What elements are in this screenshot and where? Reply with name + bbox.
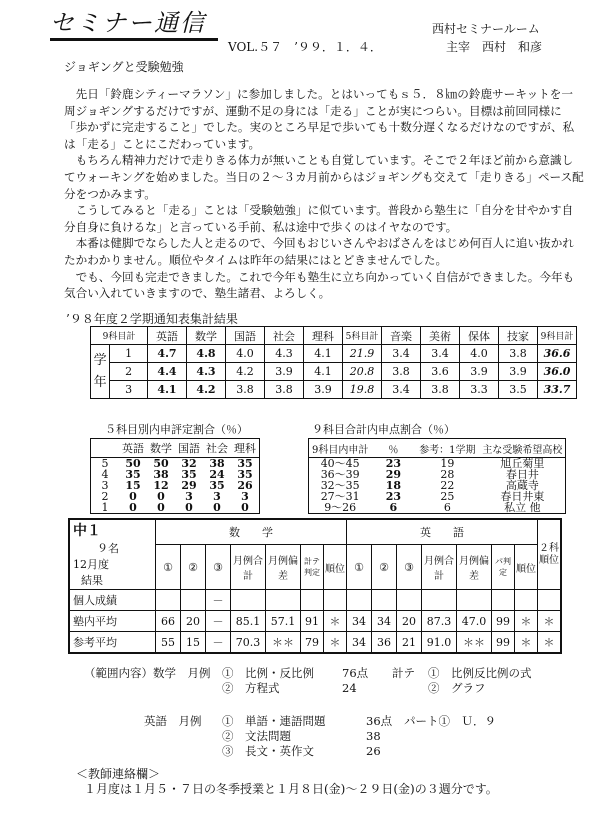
column-header: ② bbox=[181, 545, 206, 590]
table-cell: 21 bbox=[397, 632, 422, 654]
column-header: ① bbox=[347, 545, 372, 590]
table-cell: 70.3 bbox=[231, 632, 266, 654]
table-cell: 85.1 bbox=[231, 611, 266, 632]
table-row bbox=[91, 469, 260, 480]
table-cell: 35 bbox=[237, 468, 253, 481]
column-header: 主な受験希望高校 bbox=[479, 439, 566, 458]
table-cell bbox=[538, 590, 562, 611]
subject-distribution-table bbox=[90, 438, 260, 514]
table-cell: 50 bbox=[153, 457, 169, 470]
english-header: 英 語 bbox=[347, 519, 538, 545]
math-range-item: ② 方程式 bbox=[222, 681, 280, 695]
table-cell: 34 bbox=[347, 611, 372, 632]
table-cell bbox=[347, 590, 372, 611]
report-title: ’９８年度２学期通知表集計結果 bbox=[66, 312, 238, 326]
class-name: 中１ bbox=[73, 523, 101, 539]
table-cell: 4.2 bbox=[187, 381, 226, 399]
table-row bbox=[91, 502, 260, 514]
table-cell: 3.6 bbox=[421, 363, 460, 381]
table-row bbox=[91, 345, 577, 363]
table-cell: 22 bbox=[440, 479, 455, 492]
table-cell: 21.9 bbox=[343, 345, 382, 363]
column-header: 参考：1学期 bbox=[415, 439, 479, 458]
results-label-cell bbox=[69, 519, 156, 590]
teacher-notice-label: ＜教師連絡欄＞ bbox=[76, 767, 161, 781]
grade-row-label: 学 年 bbox=[91, 345, 110, 399]
table-cell: 春日井東 bbox=[500, 490, 545, 503]
table-cell: 28 bbox=[440, 468, 455, 481]
table-cell: 4.0 bbox=[226, 345, 265, 363]
test-results-table bbox=[68, 518, 562, 654]
table-cell bbox=[492, 590, 515, 611]
table-cell: 20 bbox=[181, 611, 206, 632]
table-cell: 99 bbox=[492, 611, 515, 632]
table-cell: 3.9 bbox=[460, 363, 499, 381]
table-cell: 15 bbox=[125, 479, 141, 492]
english-range-score: 26 bbox=[366, 744, 381, 758]
table-cell: ＊＊ bbox=[266, 632, 301, 654]
two-subject-rank-header: ２科順位 bbox=[538, 519, 562, 590]
grade-number: 3 bbox=[110, 381, 148, 399]
table-row bbox=[91, 381, 577, 399]
column-header: 英語 bbox=[119, 439, 147, 458]
table-cell: 19 bbox=[440, 457, 455, 470]
table-cell: 3.5 bbox=[499, 381, 538, 399]
table-header-row bbox=[309, 439, 566, 458]
table-cell: 32 bbox=[181, 457, 197, 470]
table-cell: 4.1 bbox=[304, 363, 343, 381]
volume-date: VOL.５７ ’９９．１．４． bbox=[228, 40, 382, 54]
column-header: 社会 bbox=[265, 327, 304, 345]
table-cell bbox=[324, 590, 347, 611]
table-cell: ＊ bbox=[538, 611, 562, 632]
math-header: 数 学 bbox=[156, 519, 347, 545]
table-cell: 3 bbox=[101, 479, 109, 492]
table-row bbox=[91, 480, 260, 491]
table-cell: 4.1 bbox=[148, 381, 187, 399]
table-cell bbox=[231, 590, 266, 611]
table-cell: 3.3 bbox=[460, 381, 499, 399]
table-cell: 高蔵寺 bbox=[505, 479, 539, 492]
results-label: 結果 bbox=[81, 574, 103, 587]
column-header: ③ bbox=[206, 545, 231, 590]
table-row bbox=[69, 632, 561, 654]
english-range-score: 38 bbox=[366, 729, 381, 743]
column-header bbox=[91, 439, 120, 458]
table-cell: 4.3 bbox=[187, 363, 226, 381]
table-cell: 20.8 bbox=[343, 363, 382, 381]
table-cell: 0 bbox=[241, 501, 249, 514]
table-cell: 18 bbox=[385, 479, 402, 492]
table-cell: 4 bbox=[101, 468, 109, 481]
column-header: 数学 bbox=[147, 439, 175, 458]
table-cell: 38 bbox=[209, 457, 225, 470]
column-header: 月例合計 bbox=[231, 545, 266, 590]
table-cell: 4.4 bbox=[148, 363, 187, 381]
table-cell: － bbox=[206, 611, 231, 632]
table-cell: 36.0 bbox=[538, 363, 577, 381]
math-test-item: ② グラフ bbox=[428, 681, 486, 695]
results-period: 12月度 bbox=[73, 558, 109, 571]
english-part-range: パート① Ｕ．９ bbox=[404, 714, 496, 728]
total-distribution-table bbox=[308, 438, 566, 514]
math-test-label: 計テ bbox=[392, 666, 415, 680]
table-cell bbox=[156, 590, 181, 611]
table-cell: 3.8 bbox=[421, 381, 460, 399]
total-distribution-title: ９科目合計内申点割合（％） bbox=[312, 423, 455, 436]
table-cell: ＊ bbox=[515, 611, 538, 632]
table-cell: 33.7 bbox=[538, 381, 577, 399]
row-label: 個人成績 bbox=[69, 590, 156, 611]
table-cell: 36 bbox=[372, 632, 397, 654]
column-header: 9科目計 bbox=[91, 327, 148, 345]
table-cell: 57.1 bbox=[266, 611, 301, 632]
column-header: 月例偏差 bbox=[266, 545, 301, 590]
column-header: 美術 bbox=[421, 327, 460, 345]
column-header: 理科 bbox=[231, 439, 260, 458]
english-range-item: ③ 長文・英作文 bbox=[222, 744, 314, 758]
table-cell: 23 bbox=[385, 490, 402, 503]
table-cell: 91.0 bbox=[422, 632, 457, 654]
table-header-row bbox=[69, 519, 561, 545]
table-cell: 0 bbox=[185, 501, 193, 514]
column-header: ① bbox=[156, 545, 181, 590]
math-range-score: 76点 bbox=[342, 666, 369, 680]
article-subtitle: ジョギングと受験勉強 bbox=[64, 60, 184, 74]
table-cell: 0 bbox=[157, 490, 165, 503]
table-cell: 23 bbox=[385, 457, 402, 470]
article-paragraph: 先日「鈴鹿シティーマラソン」に参加しました。とはいってもｓ５．８㎞の鈴鹿サーキットを一周ジョギングするだけですが、運動不足の身には「走る」ことが実につらい。目標は前回同様に「歩かずに完走すること」でした。実のところ早足で歩いても十数分遅くなるだけなのですが、私は「走る」ことにこだわっています。 bbox=[64, 87, 575, 151]
table-cell: 4.0 bbox=[460, 345, 499, 363]
article-paragraph: でも、今回も完走できました。これで今年も塾生に立ち向かっていく自信ができました。今年も気合い入れていきますので、塾生諸君、よろしく。 bbox=[64, 269, 575, 301]
table-cell: － bbox=[206, 590, 231, 611]
table-cell: 4.3 bbox=[265, 345, 304, 363]
grade-average-table bbox=[90, 326, 577, 399]
table-cell: 79 bbox=[301, 632, 324, 654]
table-cell: ＊＊ bbox=[457, 632, 492, 654]
math-range-score: 24 bbox=[342, 681, 357, 695]
table-cell: 87.3 bbox=[422, 611, 457, 632]
table-header-row bbox=[91, 327, 577, 345]
ranges-heading: （範囲内容）数学 月例 bbox=[84, 666, 211, 680]
table-cell bbox=[181, 590, 206, 611]
table-cell: 0 bbox=[129, 501, 137, 514]
table-cell bbox=[372, 590, 397, 611]
table-cell: 36～39 bbox=[320, 468, 360, 481]
table-cell: 春日井 bbox=[505, 468, 539, 481]
table-cell: 40～45 bbox=[320, 457, 360, 470]
row-label: 塾内平均 bbox=[69, 611, 156, 632]
table-cell bbox=[397, 590, 422, 611]
table-cell: 3.4 bbox=[421, 345, 460, 363]
english-range-heading: 英語 月例 bbox=[144, 714, 202, 728]
column-header: 技家 bbox=[499, 327, 538, 345]
column-header: 9科目内申計 bbox=[309, 439, 372, 458]
table-cell: 4.1 bbox=[304, 345, 343, 363]
table-cell: 29 bbox=[181, 479, 197, 492]
table-cell: 4.7 bbox=[148, 345, 187, 363]
table-cell bbox=[515, 590, 538, 611]
table-cell: 3.4 bbox=[382, 381, 421, 399]
table-cell: 32～35 bbox=[320, 479, 360, 492]
table-cell: 35 bbox=[209, 479, 225, 492]
table-cell: ＊ bbox=[324, 611, 347, 632]
table-cell: 26 bbox=[237, 479, 253, 492]
column-header: 国語 bbox=[226, 327, 265, 345]
table-cell: 2 bbox=[101, 490, 109, 503]
column-header: 順位 bbox=[515, 545, 538, 590]
table-cell: 3.4 bbox=[382, 345, 421, 363]
table-cell: ＊ bbox=[515, 632, 538, 654]
table-cell: 3.9 bbox=[499, 363, 538, 381]
table-cell: 6 bbox=[389, 501, 398, 514]
table-row bbox=[69, 611, 561, 632]
math-range-item: ① 比例・反比例 bbox=[222, 666, 314, 680]
table-cell: 3.8 bbox=[382, 363, 421, 381]
table-cell: 5 bbox=[101, 457, 109, 470]
table-cell: 1 bbox=[101, 501, 109, 514]
english-range-score: 36点 bbox=[366, 714, 393, 728]
column-header: ③ bbox=[397, 545, 422, 590]
table-cell: 36.6 bbox=[538, 345, 577, 363]
column-header: 英語 bbox=[148, 327, 187, 345]
table-cell: 12 bbox=[153, 479, 169, 492]
column-header: ② bbox=[372, 545, 397, 590]
table-cell: 34 bbox=[372, 611, 397, 632]
table-cell: 3.8 bbox=[226, 381, 265, 399]
table-cell: 35 bbox=[125, 468, 141, 481]
table-cell: 私立 他 bbox=[504, 501, 541, 514]
table-cell: 0 bbox=[213, 501, 221, 514]
article-paragraph: こうしてみると「走る」ことは「受験勉強」に似ています。普段から塾生に「自分を甘やかす自分自身に負けるな」と言っている手前、私は途中で歩くのはイヤなのです。 bbox=[64, 203, 574, 234]
table-cell: 35 bbox=[237, 457, 253, 470]
row-label: 参考平均 bbox=[69, 632, 156, 654]
teacher-notice-text: １月度は１月５・７日の冬季授業と１月８日(金)～２９日(金)の３週分です。 bbox=[84, 782, 498, 796]
column-header: 国語 bbox=[175, 439, 203, 458]
table-cell: 99 bbox=[492, 632, 515, 654]
column-header: 計テ判定 bbox=[301, 545, 324, 590]
table-cell: 3 bbox=[185, 490, 193, 503]
newsletter-title: セミナー通信 bbox=[50, 8, 218, 41]
column-header: パ判定 bbox=[492, 545, 515, 590]
column-header: 音楽 bbox=[382, 327, 421, 345]
table-cell: 0 bbox=[157, 501, 165, 514]
table-cell: 3.8 bbox=[499, 345, 538, 363]
table-cell bbox=[266, 590, 301, 611]
table-cell: 20 bbox=[397, 611, 422, 632]
table-cell: 3.9 bbox=[265, 363, 304, 381]
table-cell: 3.8 bbox=[265, 381, 304, 399]
column-header: ％ bbox=[371, 439, 415, 458]
grade-number: 2 bbox=[110, 363, 148, 381]
column-header: 9科目計 bbox=[538, 327, 577, 345]
table-row bbox=[309, 502, 566, 514]
table-cell: 27～31 bbox=[320, 490, 360, 503]
column-header: 社会 bbox=[203, 439, 231, 458]
table-cell: 6 bbox=[443, 501, 451, 514]
subject-distribution-title: ５科目別内申評定割合（％） bbox=[105, 423, 248, 436]
table-cell: 3 bbox=[213, 490, 221, 503]
table-cell: 24 bbox=[209, 468, 225, 481]
column-header: 月例合計 bbox=[422, 545, 457, 590]
article-paragraph: もちろん精神力だけで走りきる体力が無いことも自覚しています。そこで２年ほど前から意識してウォーキングを始めました。当日の２～３カ月前からはジョギングも交えて「走りきる」ペース配分をつかみます。 bbox=[64, 153, 584, 201]
table-cell: 38 bbox=[153, 468, 169, 481]
table-cell: 3 bbox=[241, 490, 249, 503]
supervisor-name: 主宰 西村 和彦 bbox=[446, 40, 543, 54]
math-test-item: ① 比例反比例の式 bbox=[428, 666, 532, 680]
test-ranges bbox=[84, 666, 604, 761]
table-row bbox=[69, 590, 561, 611]
column-header: 順位 bbox=[324, 545, 347, 590]
table-cell: 4.8 bbox=[187, 345, 226, 363]
table-cell: 4.2 bbox=[226, 363, 265, 381]
article-paragraph: 本番は健脚でならした人と走るので、今回もおじいさんやおばさんをはじめ何百人に追い抜かれたかわかりません。順位やタイムは昨年の結果にはとどきませんでした。 bbox=[64, 236, 574, 267]
table-cell: ＊ bbox=[538, 632, 562, 654]
student-count: ９名 bbox=[97, 542, 119, 555]
column-header: 5科目計 bbox=[343, 327, 382, 345]
table-cell: 9～26 bbox=[324, 501, 357, 514]
table-cell bbox=[422, 590, 457, 611]
table-cell: 3.9 bbox=[304, 381, 343, 399]
table-cell: 34 bbox=[347, 632, 372, 654]
article-body bbox=[64, 86, 584, 302]
table-cell: 15 bbox=[181, 632, 206, 654]
english-range-item: ① 単語・連語問題 bbox=[222, 714, 326, 728]
table-cell: 50 bbox=[125, 457, 141, 470]
column-header: 数学 bbox=[187, 327, 226, 345]
table-cell bbox=[457, 590, 492, 611]
column-header: 月例偏差 bbox=[457, 545, 492, 590]
organization-name: 西村セミナールーム bbox=[432, 22, 540, 36]
table-cell: 91 bbox=[301, 611, 324, 632]
table-cell: 25 bbox=[440, 490, 455, 503]
table-cell: ＊ bbox=[324, 632, 347, 654]
table-cell: 66 bbox=[156, 611, 181, 632]
table-cell: － bbox=[206, 632, 231, 654]
table-cell: 47.0 bbox=[457, 611, 492, 632]
table-cell: 55 bbox=[156, 632, 181, 654]
table-cell: 35 bbox=[181, 468, 197, 481]
column-header: 理科 bbox=[304, 327, 343, 345]
table-row bbox=[91, 363, 577, 381]
table-row bbox=[91, 458, 260, 470]
table-cell bbox=[301, 590, 324, 611]
column-header: 保体 bbox=[460, 327, 499, 345]
english-range-item: ② 文法問題 bbox=[222, 729, 291, 743]
table-cell: 0 bbox=[129, 490, 137, 503]
table-cell: 19.8 bbox=[343, 381, 382, 399]
table-row bbox=[91, 491, 260, 502]
table-header-row bbox=[91, 439, 260, 458]
grade-number: 1 bbox=[110, 345, 148, 363]
table-cell: 旭丘菊里 bbox=[500, 457, 545, 470]
table-cell: 29 bbox=[385, 468, 402, 481]
